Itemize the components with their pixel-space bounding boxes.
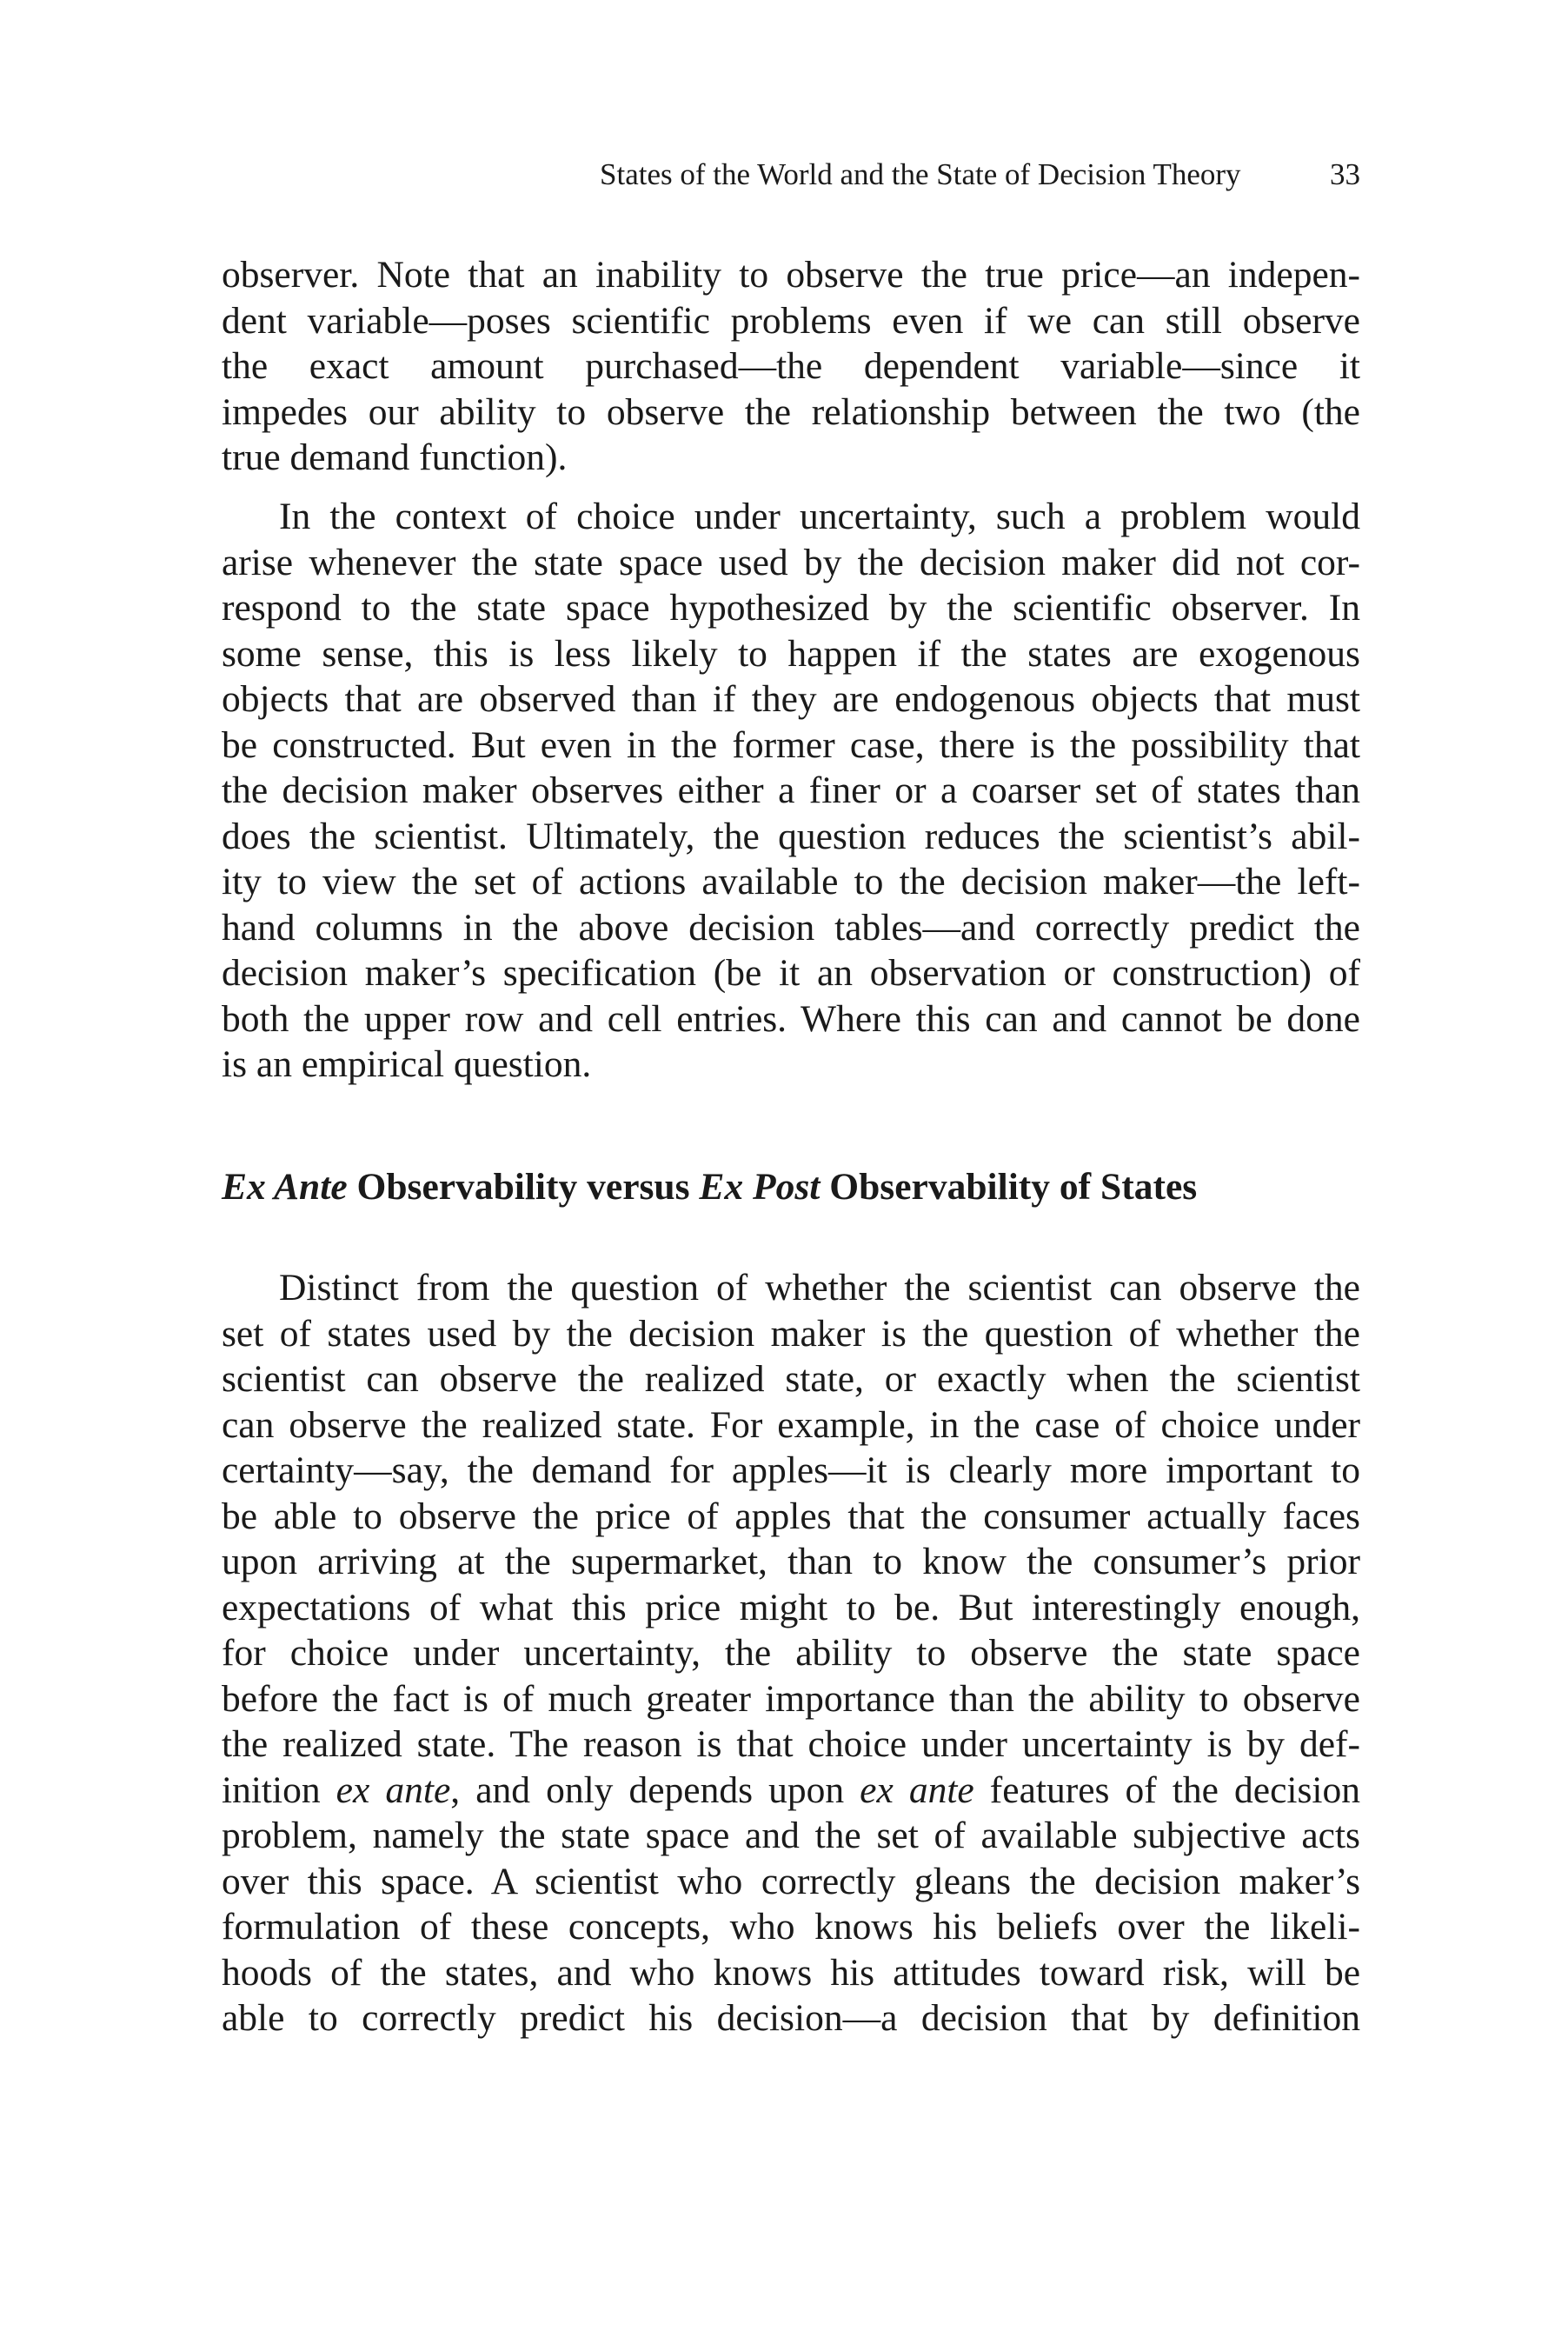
text-line: the exact amount purchased—the dependent variable—since it [222,345,1360,387]
page-number: 33 [1330,157,1360,191]
section-heading [222,1161,1360,1213]
italic-term: ex ante [860,1768,974,1811]
text-line: be constructed. But even in the former case, there is the possibility that [222,723,1360,766]
text-line: is an empirical question. [222,1043,592,1085]
paragraph-observability [222,1265,1360,2041]
heading-italic-ex-ante: Ex Ante [222,1166,348,1208]
text-line: hoods of the states, and who knows his attitudes toward risk, will be [222,1951,1360,1994]
text-line: impedes our ability to observe the relationship between the two (the [222,390,1360,433]
heading-text: Observability of States [820,1166,1198,1208]
text-line: ity to view the set of actions available to the decision maker—the left- [222,861,1360,902]
text-line: problem, namely the state space and the set of available subjective acts [222,1815,1360,1856]
text-line: scientist can observe the realized state, or exactly when the scientist [222,1358,1360,1400]
text-line: respond to the state space hypothesized by the scientific observer. In [222,587,1360,629]
heading-italic-ex-post: Ex Post [699,1166,821,1208]
text-line: true demand function). [222,436,568,478]
text-line: can observe the realized state. For example, in the case of choice under [222,1403,1360,1446]
text-line: for choice under uncertainty, the ability to observe the state space [222,1632,1360,1674]
text-line: be able to observe the price of apples that the consumer actually faces [222,1495,1360,1537]
text-line: set of states used by the decision maker is the question of whether the [222,1312,1360,1355]
text-line: In the context of choice under uncertainty, such a problem would [279,496,1360,537]
text-line: over this space. A scientist who correctly gleans the decision maker’s [222,1860,1360,1902]
text-line: does the scientist. Ultimately, the question reduces the scientist’s abil- [222,815,1360,857]
paragraph-uncertainty [222,494,1360,1088]
running-head-title: States of the World and the State of Decision Theory [600,157,1241,191]
text-segment: , and only depends upon [450,1768,860,1811]
text-line: formulation of these concepts, who knows his beliefs over the likeli- [222,1906,1360,1948]
text-line: some sense, this is less likely to happen if the states are exogenous [222,632,1360,675]
text-line: upon arriving at the supermarket, than to know the consumer’s prior [222,1541,1360,1582]
paragraph-continued [222,252,1360,481]
text-line: the decision maker observes either a finer or a coarser set of states than [222,769,1360,811]
text-line: certainty—say, the demand for apples—it is clearly more important to [222,1449,1360,1491]
italic-term: ex ante [336,1768,451,1811]
text-line: able to correctly predict his decision—a decision that by definition [222,1997,1360,2039]
text-line: before the fact is of much greater importance than the ability to observe [222,1677,1360,1720]
text-segment: features of the decision [973,1768,1361,1811]
text-line: arise whenever the state space used by the decision maker did not cor- [222,541,1360,583]
text-line: dent variable—poses scientific problems even if we can still observe [222,299,1360,342]
text-line: decision maker’s specification (be it an observation or construction) of [222,952,1360,994]
text-line: observer. Note that an inability to observe the true price—an indepen- [222,254,1360,296]
text-line-mixed [222,1768,1360,1814]
text-line: the realized state. The reason is that choice under uncertainty is by def- [222,1723,1360,1765]
running-head [600,153,1360,196]
text-line: expectations of what this price might to be. But interestingly enough, [222,1586,1360,1628]
text-line: both the upper row and cell entries. Where this can and cannot be done [222,997,1360,1040]
text-line: objects that are observed than if they are endogenous objects that must [222,678,1360,720]
text-line: Distinct from the question of whether the scientist can observe the [279,1267,1360,1309]
text-segment: inition [222,1768,336,1811]
text-line: hand columns in the above decision tables—and correctly predict the [222,906,1360,949]
heading-text: Observability versus [347,1166,700,1208]
